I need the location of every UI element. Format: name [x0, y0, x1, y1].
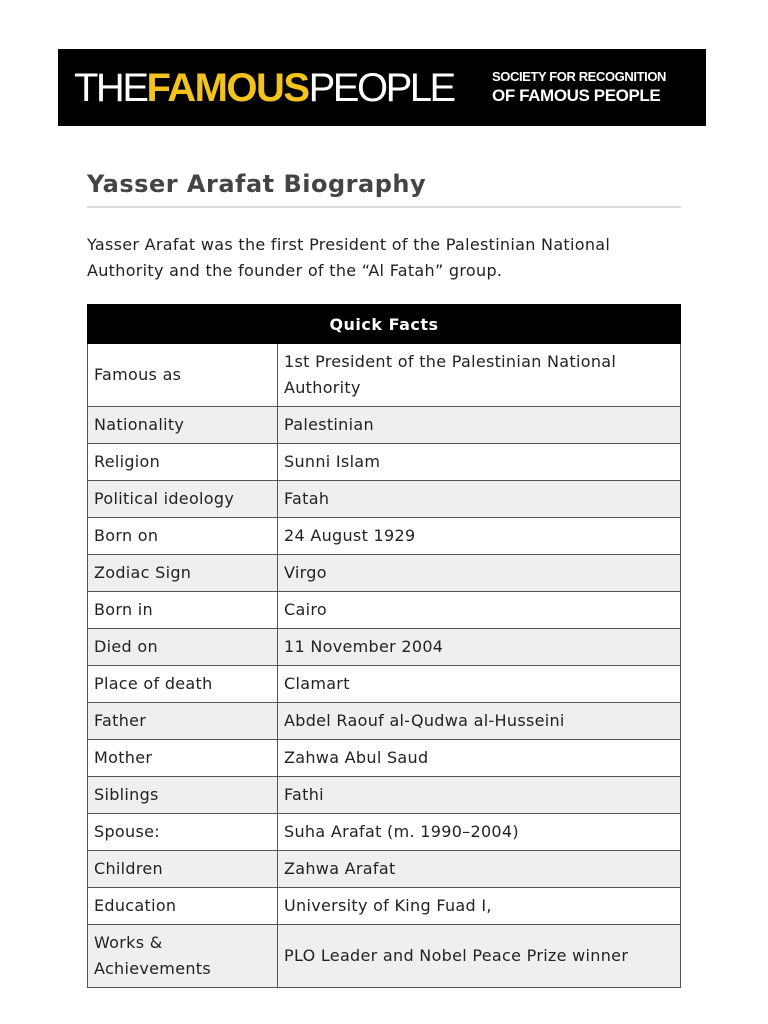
fact-label: Born on	[88, 518, 278, 555]
table-row	[88, 444, 681, 481]
quick-facts-heading: Quick Facts	[88, 305, 681, 344]
fact-value: Abdel Raouf al-Qudwa al-Husseini	[278, 703, 681, 740]
table-row	[88, 592, 681, 629]
logo-part-people: PEOPLE	[308, 66, 454, 110]
fact-value: Virgo	[278, 555, 681, 592]
fact-label: Education	[88, 888, 278, 925]
fact-label: Famous as	[88, 344, 278, 407]
table-row	[88, 703, 681, 740]
fact-label: Siblings	[88, 777, 278, 814]
table-row	[88, 407, 681, 444]
table-row	[88, 925, 681, 988]
table-row	[88, 888, 681, 925]
fact-value: University of King Fuad I,	[278, 888, 681, 925]
table-row	[88, 629, 681, 666]
fact-label: Works & Achievements	[88, 925, 278, 988]
fact-label: Nationality	[88, 407, 278, 444]
site-logo[interactable]	[74, 66, 454, 110]
fact-value: 11 November 2004	[278, 629, 681, 666]
intro-paragraph: Yasser Arafat was the first President of the Palestinian National Authority and the founder of the “Al Fatah” group.	[87, 235, 611, 280]
table-row	[88, 555, 681, 592]
site-banner[interactable]	[58, 49, 706, 126]
table-row	[88, 344, 681, 407]
table-row	[88, 777, 681, 814]
table-row	[88, 518, 681, 555]
tagline-line-1: SOCIETY FOR RECOGNITION	[492, 69, 667, 84]
fact-label: Political ideology	[88, 481, 278, 518]
fact-label: Spouse:	[88, 814, 278, 851]
fact-value: Cairo	[278, 592, 681, 629]
fact-value: Palestinian	[278, 407, 681, 444]
quick-facts-header-row	[88, 305, 681, 344]
site-tagline	[492, 69, 666, 107]
tagline-line-2: OF FAMOUS PEOPLE	[492, 86, 661, 105]
fact-label: Mother	[88, 740, 278, 777]
table-row	[88, 851, 681, 888]
table-row	[88, 481, 681, 518]
fact-value: 1st President of the Palestinian National Authority	[278, 344, 681, 407]
fact-label: Children	[88, 851, 278, 888]
fact-label: Father	[88, 703, 278, 740]
fact-value: Clamart	[278, 666, 681, 703]
table-row	[88, 740, 681, 777]
fact-label: Born in	[88, 592, 278, 629]
table-row	[88, 814, 681, 851]
logo-part-famous: FAMOUS	[146, 66, 309, 110]
fact-value: Fathi	[278, 777, 681, 814]
fact-label: Place of death	[88, 666, 278, 703]
fact-value: PLO Leader and Nobel Peace Prize winner	[278, 925, 681, 988]
logo-part-the: THE	[74, 66, 147, 110]
table-row	[88, 666, 681, 703]
fact-label: Zodiac Sign	[88, 555, 278, 592]
fact-value: Sunni Islam	[278, 444, 681, 481]
fact-label: Religion	[88, 444, 278, 481]
page-title: Yasser Arafat Biography	[87, 170, 427, 198]
quick-facts-table	[87, 304, 681, 988]
fact-value: 24 August 1929	[278, 518, 681, 555]
fact-value: Zahwa Abul Saud	[278, 740, 681, 777]
fact-label: Died on	[88, 629, 278, 666]
fact-value: Suha Arafat (m. 1990–2004)	[278, 814, 681, 851]
fact-value: Zahwa Arafat	[278, 851, 681, 888]
title-divider	[87, 206, 681, 208]
fact-value: Fatah	[278, 481, 681, 518]
